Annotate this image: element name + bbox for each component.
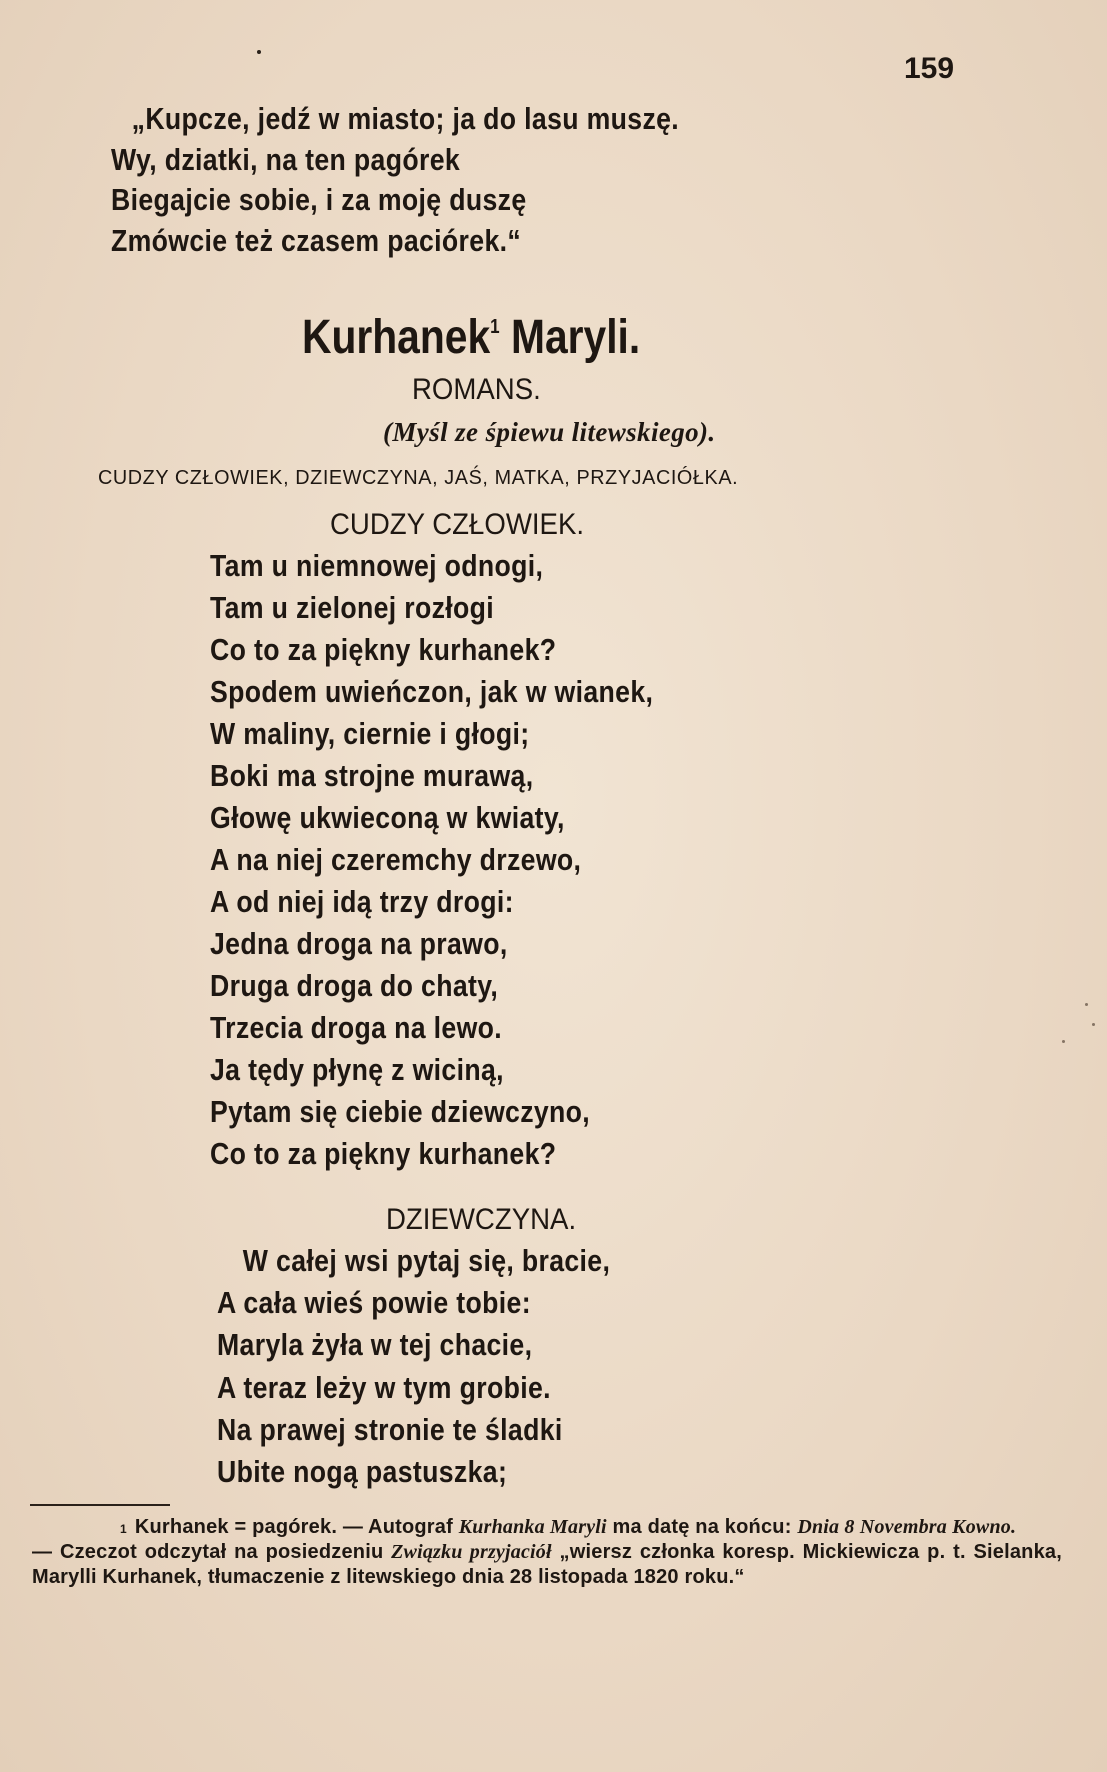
verse-line: A od niej idą trzy drogi: (210, 884, 514, 919)
verse-line: Boki ma strojne murawą, (210, 758, 534, 793)
footnote-first-line (120, 1515, 1062, 1540)
title-main: Kurhanek (302, 311, 491, 364)
verse-line: A teraz leży w tym grobie. (217, 1369, 551, 1405)
verse-line: Ubite nogą pastuszka; (217, 1454, 508, 1490)
page-number: 159 (904, 52, 955, 85)
verse-line: Wy, dziatki, na ten pagórek (111, 141, 461, 177)
verse-line: Pytam się ciebie dziewczyno, (210, 1094, 591, 1129)
footnote-text: „wiersz członka koresp. Mickiewicza p. t. Sielanka, Marylli Kurhanek, tłumaczenie z litewskiego dnia 28 listopada 1820 roku.“ (32, 1541, 1062, 1588)
footnote-text: — Czeczot odczytał na posiedzeniu (32, 1541, 392, 1563)
verse-line: Maryla żyła w tej chacie, (217, 1327, 533, 1363)
verse-line: Co to za piękny kurhanek? (210, 1136, 557, 1171)
title-rest: Maryli. (499, 311, 641, 364)
verse-line: Jedna droga na prawo, (210, 926, 508, 961)
poem-subtitle: ROMANS. (412, 373, 541, 406)
poem-title (302, 310, 640, 365)
verse-line: W maliny, ciernie i głogi; (210, 716, 530, 751)
verse-line: Biegajcie sobie, i za moję duszę (111, 182, 527, 217)
intro-stanza (111, 99, 679, 261)
ink-dot (257, 50, 261, 54)
poem-epigraph: (Myśl ze śpiewu litewskiego). (383, 417, 716, 447)
verse-line: Spodem uwieńczon, jak w wianek, (210, 674, 654, 709)
verse-line: Na prawej stronie te śladki (217, 1411, 563, 1447)
footnote-text: Kurhanek = pagórek. — Autograf (134, 1516, 459, 1538)
verse-line: Zmówcie też czasem paciórek.“ (111, 222, 522, 258)
paper-speck (1085, 1003, 1088, 1006)
title-footnote-mark: 1 (490, 316, 500, 338)
verse-line: Co to za piękny kurhanek? (210, 632, 557, 667)
verse-line: Ja tędy płynę z wiciną, (210, 1052, 504, 1087)
verse-line: „Kupcze, jedź w miasto; ja do lasu muszę. (131, 101, 680, 136)
paper-speck (1092, 1023, 1095, 1026)
footnote-italic: Związku przyjaciół (391, 1541, 552, 1563)
girl-verse (217, 1240, 610, 1493)
verse-line: Głowę ukwieconą w kwiaty, (210, 800, 565, 835)
verse-line: Tam u zielonej rozłogi (210, 590, 495, 625)
footnote-number: 1 (120, 1522, 127, 1536)
verse-line: Tam u niemnowej odnogi, (210, 548, 544, 583)
footnote-italic: Kurhanka Maryli (458, 1516, 607, 1538)
verse-line: Druga droga do chaty, (210, 968, 499, 1003)
stranger-verse (210, 545, 653, 1175)
paper-speck (1062, 1040, 1065, 1043)
speaker-heading-girl: DZIEWCZYNA. (386, 1203, 577, 1236)
speaker-heading-stranger: CUDZY CZŁOWIEK. (330, 508, 585, 541)
footnote (32, 1515, 1062, 1590)
footnote-divider (30, 1504, 170, 1506)
verse-line: W całej wsi pytaj się, bracie, (242, 1243, 611, 1278)
verse-line: A na niej czeremchy drzewo, (210, 842, 582, 877)
verse-line: A cała wieś powie tobie: (217, 1285, 531, 1321)
footnote-italic: Dnia 8 Novembra Kowno. (797, 1516, 1017, 1538)
verse-line: Trzecia droga na lewo. (210, 1010, 503, 1045)
footnote-text: ma datę na końcu: (606, 1516, 798, 1538)
cast-of-characters: CUDZY CZŁOWIEK, DZIEWCZYNA, JAŚ, MATKA, PRZYJACIÓŁKA. (98, 467, 739, 489)
